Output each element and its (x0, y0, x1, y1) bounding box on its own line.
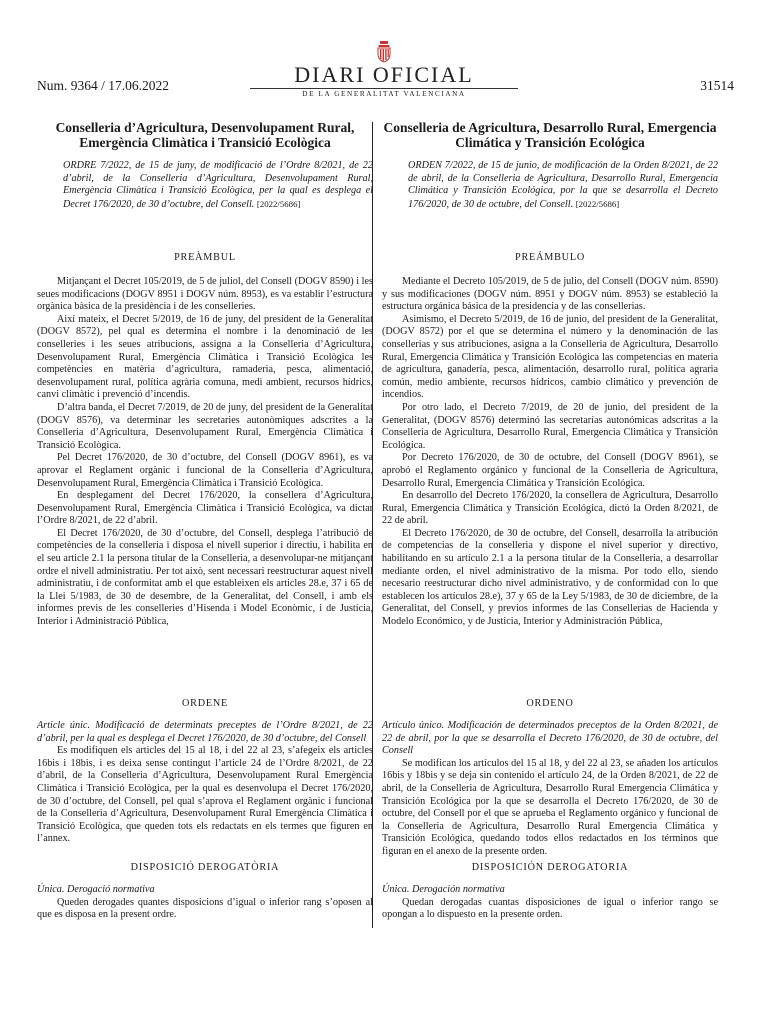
preamble-paragraph: Por otro lado, el Decreto 7/2019, de 20 de junio, del president de la Generalitat, (DOGV 8576) determinó las secretarías autonómicas adscritas a la Conselleria de Agricultura, Desarrollo Rural, Emergencia Climática y Transición Ecológica. (382, 401, 718, 451)
decree-reference: [2022/5686] (575, 198, 620, 209)
decree-title-text: ORDRE 7/2022, de 15 de juny, de modificació de l’Ordre 8/2021, de 22 d’abril, de la Conselleria d’Agricultura, Desenvolupament Rural, Emergència Climàtica i Transició Ecològica, per la qual es desplega el Decret 176/2020, de 30 d’octubre, del Consell. (63, 160, 373, 210)
derogation-block (37, 884, 373, 922)
preamble-body (37, 276, 373, 629)
derogation-title: Única. Derogació normativa (37, 884, 155, 895)
preamble-paragraph: El Decret 176/2020, de 30 d’octubre, del Consell, desplega l’atribució de competències de la conselleria i disposa el nivell superior i directiu, i habilita en el seu article 2.1 la persona titular de la Conselleria, a desenvolupar-ne mitjançant ordre el nivell administratiu. Per tot això, sent necessari reestructurar aquest nivell administratiu, i de conformitat amb el que estableixen els articles 28.e, 37 i 65 de la Llei 5/1983, de 30 de desembre, de la Generalitat, del Consell, i amb els informes previs de les conselleries d’Hisenda i Model Econòmic, i de Justícia, Interior i Administració Pública, (37, 527, 373, 628)
preamble-body (382, 276, 718, 629)
masthead (250, 38, 518, 98)
decree-reference: [2022/5686] (256, 198, 301, 209)
derogation-heading: DISPOSICIÓN DEROGATORIA (471, 862, 629, 873)
issue-number-date: Num. 9364 / 17.06.2022 (37, 78, 170, 93)
preamble-heading: PREÁMBULO (514, 252, 586, 263)
page-number: 31514 (700, 78, 734, 93)
article-title: Article únic. Modificació de determinats preceptes de l’Ordre 8/2021, de 22 d’abril, per la qual es desplega el Decret 176/2020, de 30 d’octubre, del Consell (37, 720, 373, 744)
derogation-body: Queden derogades quantes disposicions d’igual o inferior rang s’oposen al que es disposa en la present ordre. (37, 896, 373, 921)
preamble-paragraph: En desarrollo del Decreto 176/2020, la consellera de Agricultura, Desarrollo Rural, Emergencia Climática y Transición Ecológica, dictó la Orden 8/2021, de 22 de abril. (382, 490, 718, 527)
preamble-paragraph: Mediante el Decreto 105/2019, de 5 de julio, del Consell (DOGV núm. 8590) y sus modificaciones (DOGV núm. 8951 y DOGV núm. 8953) se estableció la estructura orgánica básica de la presidencia y de las consellerias. (382, 276, 718, 313)
generalitat-emblem-icon (371, 38, 397, 64)
preamble-paragraph: Així mateix, el Decret 5/2019, de 16 de juny, del president de la Generalitat (DOGV 8572), pel qual es determina el nombre i la denominació de les conselleries i les seues atribucions, assigna a la Conselleria d’Agricultura, Desenvolupament Rural, Emergència Climàtica i Transició Ecològica les competències en matèria d’agricultura, ramaderia, pesca, alimentació, desenvolupament rural, política agrària comuna, medi ambient, recursos hídrics, canvi climàtic i prevenció d’incendis. (37, 313, 373, 401)
article-block (382, 720, 718, 859)
derogation-title: Única. Derogación normativa (382, 884, 505, 895)
preamble-paragraph: Mitjançant el Decret 105/2019, de 5 de juliol, del Consell (DOGV 8590) i les seues modificacions (DOGV 8951 i DOGV núm. 8953), es va establir l’estructura orgànica bàsica de la presidència i de les conselleries. (37, 276, 373, 313)
decree-title (37, 160, 373, 211)
derogation-body: Quedan derogadas cuantas disposiciones de igual o inferior rango se opongan a lo dispuesto en la presente orden. (382, 896, 718, 921)
preamble-paragraph: Por Decreto 176/2020, de 30 de octubre, del Consell (DOGV 8961), se aprobó el Reglamento orgánico y funcional de la Conselleria de Agricultura, Desarrollo Rural, Emergencia Climática y Transición Ecológica. (382, 452, 718, 489)
decree-title-text: ORDEN 7/2022, de 15 de junio, de modificación de la Orden 8/2021, de 22 de abril, de la Conselleria de Agricultura, Desarrollo Rural, Emergencia Climática y Transición Ecológica, por la que se desarrolla el Decreto 176/2020, de 30 de octubre, del Consell. (408, 160, 718, 210)
masthead-subtitle: DE LA GENERALITAT VALENCIANA (250, 88, 518, 98)
preamble-paragraph: Pel Decret 176/2020, de 30 d’octubre, del Consell (DOGV 8961), es va aprovar el Reglament orgànic i funcional de la Conselleria d’Agricultura, Desenvolupament Rural, Emergència Climàtica i Transició Ecològica. (37, 452, 373, 489)
masthead-title: DIARI OFICIAL (294, 62, 474, 87)
derogation-block (382, 884, 718, 922)
decree-title (382, 160, 718, 211)
article-title: Artículo único. Modificación de determinados preceptos de la Orden 8/2021, de 22 de abril, por la que se desarrolla el Decreto 176/2020, de 30 de octubre, del Consell (382, 720, 718, 757)
preamble-paragraph: El Decreto 176/2020, de 30 de octubre, del Consell, desarrolla la atribución de competencias de la conselleria y dispone el nivel superior y directivo, habilitando en su artículo 2.1 a la persona titular de la Conselleria, a desarrollar mediante orden, el nivel administrativo de la misma. Por todo ello, siendo necesario reestructurar dicho nivel administrativo, y de conformidad con lo que establecen los artículos 28.e), 37 y 65 de la Ley 5/1983, de 30 de diciembre, de la Generalitat, del Consell, y previos informes de las Consellerias de Hacienda y Modelo Económico, y de Justicia, Interior y Administración Pública, (382, 527, 718, 628)
preamble-paragraph: D’altra banda, el Decret 7/2019, de 20 de juny, del president de la Generalitat (DOGV 8576), va determinar les secretaries autonòmiques adscrites a la Conselleria d’Agricultura, Desenvolupament Rural, Emergència Climàtica i Transició Ecològica. (37, 401, 373, 451)
preamble-paragraph: Asimismo, el Decreto 5/2019, de 16 de junio, del president de la Generalitat, (DOGV 8572) por el que se determina el número y la denominación de las consellerias y sus atribuciones, asigna a la Conselleria de Agricultura, Desarrollo Rural, Emergencia Climática y Transición Ecológica las competencias en materia de agricultura, ganadería, pesca, alimentación, desarrollo rural, política agraria común, medio ambiente, recursos hídricos, cambio climático y prevención de incendios. (382, 313, 718, 401)
article-body: Es modifiquen els articles del 15 al 18, i del 22 al 23, s’afegeix els articles 16bis i 18bis, i es deixa sense contingut l’article 24 de l’Ordre 8/2021, de 22 d’abril, de la Conselleria d’Agricultura, Desenvolupament Rural Emergència Climàtica i Transició Ecològica, per la qual es desenvolupa el Decret 176/2020, de 30 d’octubre, del Consell, pel qual s’aprova el Reglament orgànic i funcional de la Conselleria d’Agricultura, Desenvolupament Rural Emergència Climàtica i Transició Ecològica, que queden tots els redactats en els termes que figuren en l’annex. (37, 745, 373, 845)
column-valencian (37, 120, 373, 921)
derogation-heading: DISPOSICIÓ DEROGATÒRIA (130, 862, 280, 873)
order-heading: ORDENO (526, 698, 574, 709)
article-body: Se modifican los artículos del 15 al 18, y del 22 al 23, se añaden los artículos 16bis y 18bis y se deja sin contenido el artículo 24, de la Orden 8/2021, de 22 de abril, de la Conselleria de Agricultura, Desarrollo Rural Emergencia Climática y Transición Ecológica por la que se desarrolla el Decreto 176/2020, de 30 de octubre, del Consell por el que se aprueba el Reglamento orgánico y funcional de la Conselleria de Agricultura, Desarrollo Rural Emergencia Climática y Transición Ecológica, quedando todos ellos redactados en los términos que figuran en el anexo de la presente orden. (382, 757, 718, 857)
preamble-paragraph: En desplegament del Decret 176/2020, la consellera d’Agricultura, Desenvolupament Rural, Emergència Climàtica i Transició Ecològica, va dictar l’Ordre 8/2021, de 22 d’abril. (37, 490, 373, 527)
column-spanish (382, 120, 718, 921)
order-heading: ORDENE (181, 698, 229, 709)
article-block (37, 720, 373, 846)
department-heading: Conselleria de Agricultura, Desarrollo Rural, Emergencia Climática y Transición Ecológica (383, 120, 717, 150)
department-heading: Conselleria d’Agricultura, Desenvolupament Rural, Emergència Climàtica i Transició Ecològica (55, 120, 355, 150)
preamble-heading: PREÀMBUL (174, 252, 236, 263)
